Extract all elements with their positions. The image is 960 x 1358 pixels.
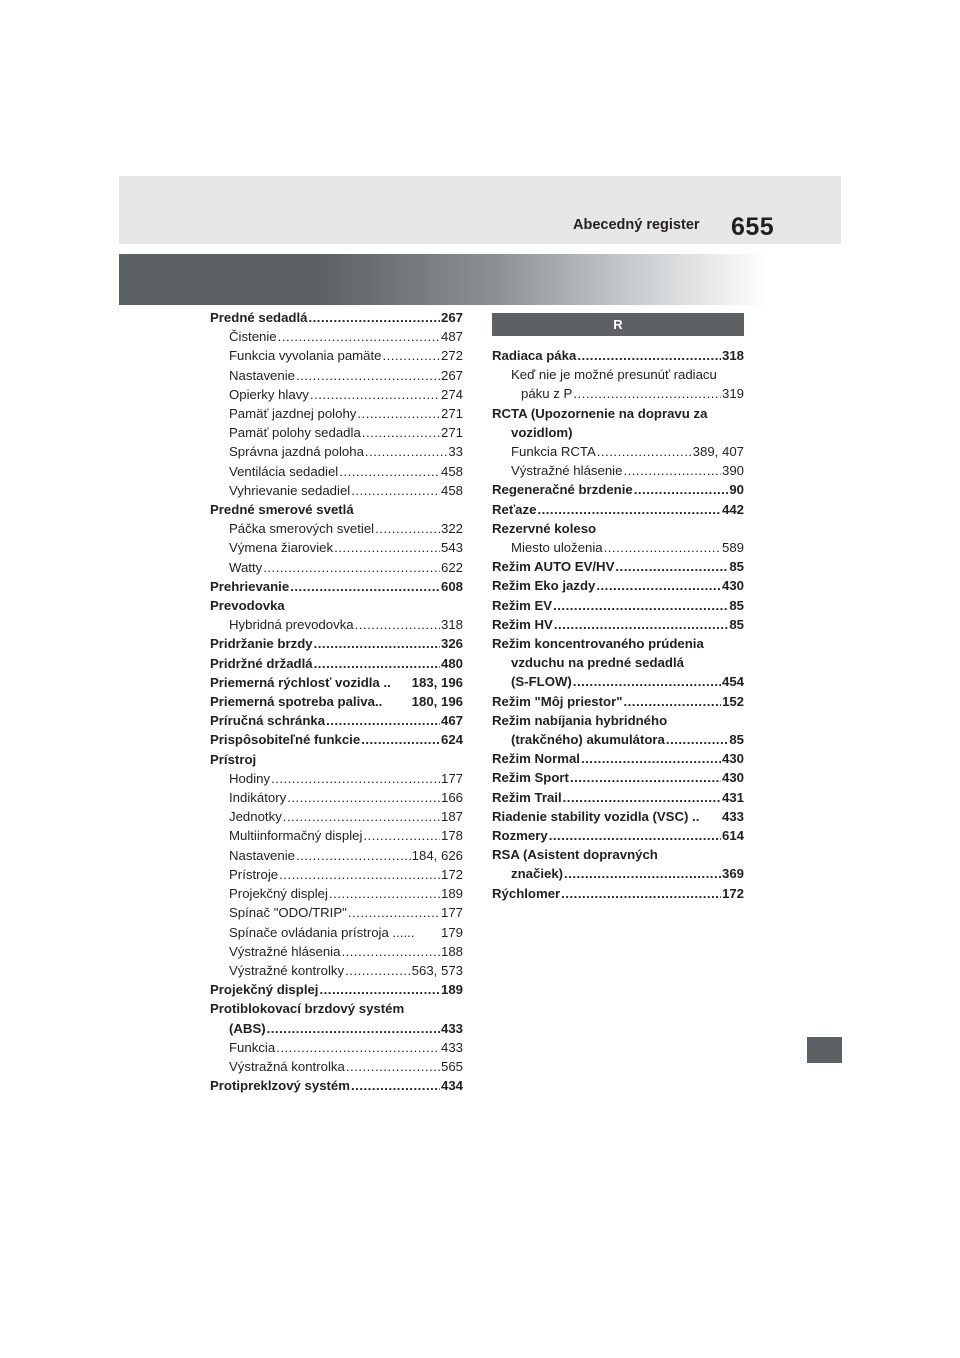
index-entry-page: 434 — [440, 1078, 463, 1094]
index-entry-term: Výmena žiaroviek — [229, 540, 334, 556]
index-entry — [210, 692, 463, 711]
dot-leader — [634, 480, 729, 499]
index-entry-term: Prístroj — [210, 751, 257, 767]
dot-leader — [563, 788, 721, 807]
index-entry — [210, 442, 463, 461]
index-entry — [492, 692, 744, 711]
index-entry-page: 487 — [440, 329, 463, 345]
index-entry-page: 589 — [721, 540, 744, 556]
index-entry-term: Ventilácia sedadiel — [229, 463, 339, 479]
index-entry-term: Režim HV — [492, 616, 553, 632]
index-entry-term: Prevodovka — [210, 598, 285, 614]
index-entry — [210, 865, 463, 884]
index-entry-term: vzduchu na predné sedadlá — [511, 655, 684, 671]
index-entry-page: 369 — [721, 866, 744, 882]
index-entry-page: 187 — [440, 809, 463, 825]
index-entry-term: Páčka smerových svetiel — [229, 521, 375, 537]
index-entry-page: 563, 573 — [411, 962, 463, 978]
index-entry — [492, 884, 744, 903]
index-entry — [492, 500, 744, 519]
index-entry-page: 319 — [721, 386, 744, 402]
dot-leader — [581, 749, 721, 768]
index-entry-term: páku z P — [521, 386, 573, 402]
dot-leader — [365, 442, 447, 461]
index-entry — [210, 308, 463, 327]
index-entry-page: 184, 626 — [411, 847, 463, 863]
dot-leader — [278, 327, 440, 346]
index-entry-page: 614 — [721, 828, 744, 844]
index-entry-term: Riadenie stability vozidla (VSC) .. — [492, 808, 700, 824]
index-entry-term: značiek) — [511, 866, 564, 882]
index-entry-term: RSA (Asistent dopravných — [492, 847, 658, 863]
dot-leader — [296, 846, 411, 865]
index-entry — [492, 730, 744, 749]
index-entry — [210, 327, 463, 346]
index-entry-page: 431 — [721, 789, 744, 805]
index-entry-page: 90 — [729, 482, 744, 498]
dot-leader — [339, 462, 440, 481]
dot-leader — [326, 711, 440, 730]
index-entry-page: 267 — [440, 310, 463, 325]
index-entry-term: Predné sedadlá — [210, 310, 308, 325]
index-entry-term: Watty — [229, 559, 263, 575]
index-entry-page: 467 — [440, 713, 463, 729]
index-entry-page: 430 — [721, 751, 744, 767]
index-entry — [210, 750, 463, 769]
index-entry — [492, 711, 744, 730]
index-entry-page: 433 — [440, 1020, 463, 1036]
index-entry — [492, 404, 744, 423]
index-entry — [210, 538, 463, 557]
index-entry-term: Priemerná spotreba paliva.. — [210, 694, 383, 710]
dot-leader — [351, 481, 440, 500]
dot-leader — [263, 558, 440, 577]
dot-leader — [573, 672, 721, 691]
index-entry-term: Spínače ovládania prístroja ...... — [229, 924, 415, 940]
index-entry-term: Jednotky — [229, 809, 282, 825]
index-entry-term: Funkcia — [229, 1039, 276, 1055]
index-entry — [210, 423, 463, 442]
index-entry-page: 318 — [721, 348, 744, 363]
index-entry-term: Hybridná prevodovka — [229, 617, 354, 633]
index-entry-term: Režim Sport — [492, 770, 569, 786]
dot-leader — [623, 461, 721, 480]
index-entry-term: Protiblokovací brzdový systém — [210, 1001, 405, 1017]
index-entry-term: Projekčný displej — [210, 982, 319, 998]
index-entry-term: Rozmery — [492, 828, 548, 844]
index-entry-page: 166 — [440, 790, 463, 806]
index-entry-page: 85 — [729, 732, 744, 748]
index-entry-page: 177 — [440, 770, 463, 786]
index-entry-term: Projekčný displej — [229, 886, 328, 902]
index-entry-term: Príručná schránka — [210, 713, 326, 729]
dot-leader — [577, 346, 721, 365]
dot-leader — [348, 903, 440, 922]
index-entry-page: 85 — [729, 616, 744, 632]
dot-leader — [276, 1038, 440, 1057]
index-entry — [210, 500, 463, 519]
index-entry — [492, 461, 744, 480]
dot-leader — [329, 884, 440, 903]
dot-leader — [623, 692, 721, 711]
index-entry-term: Indikátory — [229, 790, 287, 806]
index-entry-term: Rezervné koleso — [492, 520, 597, 536]
index-entry-term: RCTA (Upozornenie na dopravu za — [492, 405, 708, 421]
index-entry-term: Multiinformačný displej — [229, 828, 363, 844]
dot-leader — [287, 788, 440, 807]
dot-leader — [345, 961, 411, 980]
index-entry — [210, 846, 463, 865]
index-entry — [210, 1057, 463, 1076]
index-entry — [210, 577, 463, 596]
index-entry-term: Režim Normal — [492, 751, 580, 767]
index-entry — [210, 615, 463, 634]
index-entry-term: vozidlom) — [511, 424, 573, 440]
index-entry-term: Spínač "ODO/TRIP" — [229, 905, 347, 921]
index-entry-term: (ABS) — [229, 1020, 266, 1036]
index-entry-page: 624 — [440, 732, 463, 748]
index-entry — [210, 903, 463, 922]
dot-leader — [597, 442, 692, 461]
index-entry — [492, 557, 744, 576]
index-column-right — [492, 308, 744, 903]
index-entry — [492, 423, 744, 442]
dot-leader — [604, 538, 721, 557]
index-entry-page: 180, 196 — [411, 694, 463, 710]
dot-leader — [375, 519, 440, 538]
dot-leader — [346, 1057, 440, 1076]
dot-leader — [351, 1076, 440, 1095]
dot-leader — [296, 366, 440, 385]
index-entry-term: Hodiny — [229, 770, 271, 786]
index-entry-term: Pamäť polohy sedadla — [229, 425, 361, 441]
index-entry — [210, 826, 463, 845]
index-entry-page: 85 — [729, 597, 744, 613]
index-entry-term: Výstražné hlásenie — [511, 463, 623, 479]
index-entry-term: Pamäť jazdnej polohy — [229, 406, 357, 422]
dot-leader — [279, 865, 440, 884]
decorative-gradient-band — [119, 254, 841, 305]
index-entry — [492, 749, 744, 768]
index-entry — [492, 576, 744, 595]
section-letter-bar: R — [492, 313, 744, 336]
index-entry — [210, 404, 463, 423]
index-entry-term: Režim nabíjania hybridného — [492, 712, 668, 728]
index-entry — [492, 807, 744, 826]
index-entry — [210, 654, 463, 673]
index-entry — [492, 634, 744, 653]
dot-leader — [314, 654, 440, 673]
index-entry — [492, 480, 744, 499]
index-entry — [210, 673, 463, 692]
dot-leader — [314, 634, 440, 653]
index-entry-term: Pridržanie brzdy — [210, 636, 313, 652]
dot-leader — [537, 500, 721, 519]
index-entry-term: Režim EV — [492, 597, 553, 613]
index-entry — [210, 385, 463, 404]
index-entry-term: Režim Eko jazdy — [492, 578, 596, 594]
index-entry — [492, 519, 744, 538]
index-entry — [210, 596, 463, 615]
index-entry — [492, 788, 744, 807]
index-entry-page: 454 — [721, 674, 744, 690]
index-entry — [492, 864, 744, 883]
index-entry-page: 622 — [440, 559, 463, 575]
index-entry-page: 326 — [440, 636, 463, 652]
index-entry — [492, 615, 744, 634]
dot-leader — [615, 557, 728, 576]
index-entry — [210, 923, 463, 942]
index-entry-term: (S-FLOW) — [511, 674, 572, 690]
index-entry-page: 430 — [721, 770, 744, 786]
index-entry-term: Režim Trail — [492, 789, 562, 805]
index-entry-page: 271 — [440, 406, 463, 422]
index-entry-page: 172 — [721, 885, 744, 901]
index-entry-term: Predné smerové svetlá — [210, 502, 354, 518]
index-entry-page: 389, 407 — [692, 444, 744, 460]
dot-leader — [355, 615, 440, 634]
index-entry-term: Reťaze — [492, 501, 537, 517]
index-entry — [210, 788, 463, 807]
dot-leader — [310, 385, 440, 404]
index-entry — [210, 730, 463, 749]
index-entry-page: 322 — [440, 521, 463, 537]
dot-leader — [283, 807, 440, 826]
dot-leader — [573, 384, 721, 403]
index-entry — [210, 1076, 463, 1095]
index-entry — [210, 942, 463, 961]
dot-leader — [554, 615, 729, 634]
index-entry-term: Prehrievanie — [210, 578, 290, 594]
index-entry-term: Čistenie — [229, 329, 277, 345]
index-entry-page: 430 — [721, 578, 744, 594]
index-entry — [210, 462, 463, 481]
index-entry-term: Keď nie je možné presunúť radiacu — [511, 367, 717, 383]
index-entry-term: Opierky hlavy — [229, 386, 309, 402]
dot-leader — [361, 730, 440, 749]
index-entry-term: Prispôsobiteľné funkcie — [210, 732, 361, 748]
index-entry — [210, 1038, 463, 1057]
index-entry-term: Výstražné hlásenia — [229, 943, 341, 959]
dot-leader — [334, 538, 440, 557]
dot-leader — [549, 826, 721, 845]
index-entry-page: 433 — [721, 808, 744, 824]
dot-leader — [308, 308, 440, 327]
index-entry-term: Nastavenie — [229, 847, 295, 863]
index-entry-page: 85 — [729, 559, 744, 575]
index-entry-page: 189 — [440, 982, 463, 998]
index-entry — [210, 519, 463, 538]
index-entry — [210, 807, 463, 826]
index-entry-page: 543 — [440, 540, 463, 556]
index-entry-term: Pridržné držadlá — [210, 655, 313, 671]
index-entry-page: 458 — [440, 482, 463, 498]
index-entry-page: 172 — [440, 866, 463, 882]
dot-leader — [341, 942, 440, 961]
index-entry-page: 178 — [440, 828, 463, 844]
index-entry-term: Radiaca páka — [492, 348, 577, 363]
index-entry-page: 188 — [440, 943, 463, 959]
dot-leader — [596, 576, 721, 595]
index-entry-term: Regeneračné brzdenie — [492, 482, 633, 498]
index-entry — [492, 826, 744, 845]
index-entry — [492, 538, 744, 557]
dot-leader — [363, 826, 440, 845]
index-entry-term: Správna jazdná poloha — [229, 444, 364, 460]
index-entry-page: 608 — [440, 578, 463, 594]
index-entry-term: (trakčného) akumulátora — [511, 732, 665, 748]
index-entry — [210, 980, 463, 999]
index-entry-page: 267 — [440, 367, 463, 383]
index-entry-term: Výstražná kontrolka — [229, 1058, 345, 1074]
index-entry-term: Výstražné kontrolky — [229, 962, 345, 978]
index-entry-page: 272 — [440, 348, 463, 364]
index-entry-term: Vyhrievanie sedadiel — [229, 482, 351, 498]
index-entry-page: 390 — [721, 463, 744, 479]
dot-leader — [561, 884, 721, 903]
index-entry-page: 433 — [440, 1039, 463, 1055]
index-entry-page: 480 — [440, 655, 463, 671]
index-entry — [210, 769, 463, 788]
index-entry — [210, 884, 463, 903]
section-title: Abecedný register — [573, 217, 700, 233]
index-entry-term: Funkcia RCTA — [511, 444, 596, 460]
index-entry — [210, 961, 463, 980]
index-entry-term: Prístroje — [229, 866, 279, 882]
index-entry-term: Rýchlomer — [492, 885, 561, 901]
index-entry-page: 565 — [440, 1058, 463, 1074]
index-entry-term: Priemerná rýchlosť vozidla .. — [210, 674, 391, 690]
index-entry-term: Funkcia vyvolania pamäte — [229, 348, 382, 364]
dot-leader — [553, 596, 728, 615]
thumb-index-tab — [807, 1037, 842, 1063]
dot-leader — [666, 730, 728, 749]
index-entry-page: 442 — [721, 501, 744, 517]
index-entry — [210, 481, 463, 500]
index-entry — [492, 384, 744, 403]
index-entry-term: Nastavenie — [229, 367, 295, 383]
dot-leader — [357, 404, 440, 423]
index-entry — [492, 768, 744, 787]
index-entry — [210, 999, 463, 1018]
index-entry — [492, 442, 744, 461]
index-entry-page: 458 — [440, 463, 463, 479]
index-entry-term: Režim koncentrovaného prúdenia — [492, 636, 704, 652]
index-entry-page: 177 — [440, 905, 463, 921]
index-entry — [210, 711, 463, 730]
index-entry-page: 271 — [440, 425, 463, 441]
index-entry-page: 179 — [440, 924, 463, 940]
index-entry-term: Režim "Môj priestor" — [492, 693, 623, 709]
index-entry-page: 152 — [721, 693, 744, 709]
index-entry — [210, 558, 463, 577]
index-entry — [210, 1019, 463, 1038]
index-entry — [492, 365, 744, 384]
index-entry — [492, 845, 744, 864]
index-entry-term: Miesto uloženia — [511, 540, 603, 556]
index-entry — [492, 653, 744, 672]
index-entry — [210, 346, 463, 365]
index-entry-page: 318 — [440, 617, 463, 633]
dot-leader — [267, 1019, 440, 1038]
index-entry-page: 33 — [448, 444, 463, 460]
index-entry — [210, 634, 463, 653]
index-entry — [492, 672, 744, 691]
dot-leader — [362, 423, 440, 442]
index-entry-term: Režim AUTO EV/HV — [492, 559, 615, 575]
index-column-left — [210, 308, 463, 1095]
index-entry — [210, 366, 463, 385]
dot-leader — [570, 768, 721, 787]
page-number: 655 — [731, 213, 775, 241]
index-entry-page: 183, 196 — [411, 674, 463, 690]
index-entry — [492, 596, 744, 615]
index-entry-page: 189 — [440, 886, 463, 902]
index-entry-page: 274 — [440, 386, 463, 402]
dot-leader — [271, 769, 440, 788]
index-entry-term: Protipreklzový systém — [210, 1078, 350, 1094]
dot-leader — [382, 346, 440, 365]
index-entry — [492, 346, 744, 365]
dot-leader — [564, 864, 721, 883]
dot-leader — [290, 577, 440, 596]
dot-leader — [319, 980, 440, 999]
